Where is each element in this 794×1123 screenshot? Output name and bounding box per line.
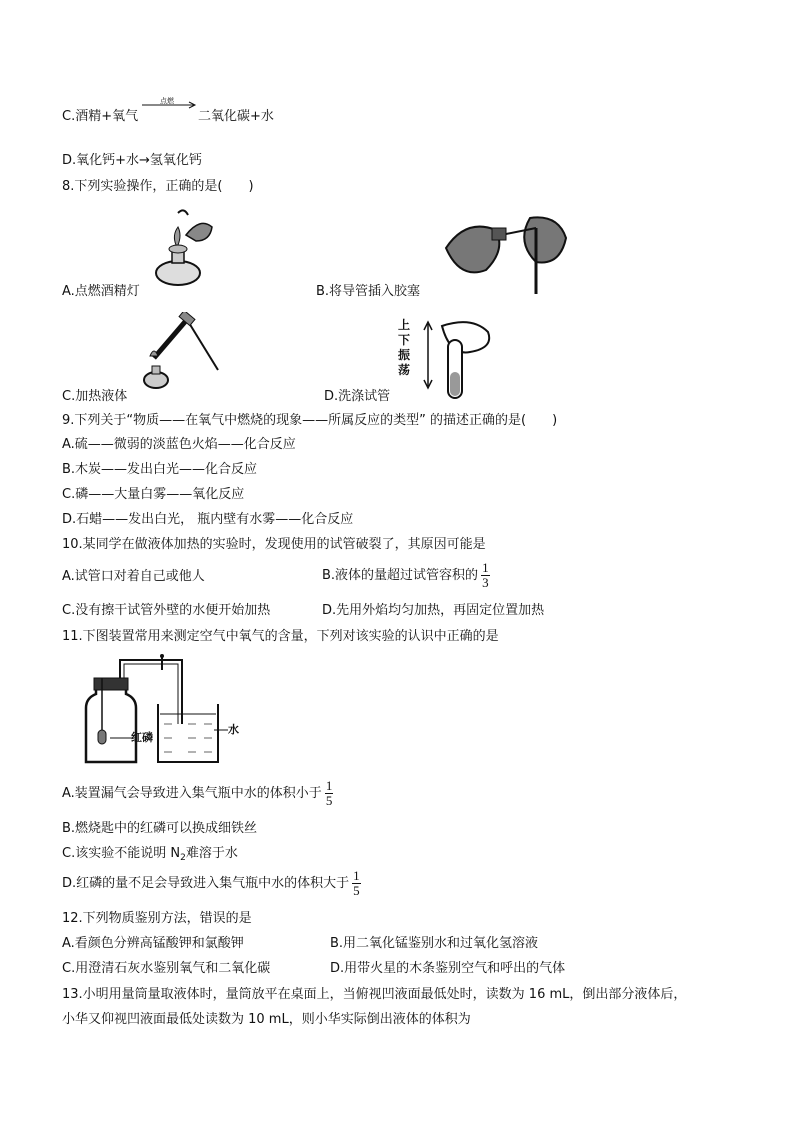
- reaction-arrow-icon: [140, 100, 198, 110]
- heating-liquid-image: [140, 312, 222, 392]
- q8-option-c: C.加热液体: [62, 389, 128, 404]
- q8-option-d: D.洗涤试管: [324, 389, 391, 404]
- q11-option-d: [62, 868, 361, 900]
- alcohol-lamp-lighting-image: [148, 205, 218, 287]
- oxygen-content-apparatus-diagram: [80, 652, 240, 770]
- q13-line-2: 小华又仰视凹液面最低处读数为 10 mL，则小华实际倒出液体的体积为: [62, 1012, 471, 1027]
- washing-tube-image: [418, 316, 494, 402]
- q11-option-d-text: D.红磷的量不足会导致进入集气瓶中水的体积大于: [62, 876, 350, 891]
- q10-stem: 10.某同学在做液体加热的实验时，发现使用的试管破裂了，其原因可能是: [62, 537, 486, 552]
- q11-option-c: C.该实验不能说明 $N_2$难溶于水: [62, 846, 238, 863]
- q12-option-b: B.用二氧化锰鉴别水和过氧化氢溶液: [330, 936, 539, 951]
- q7-option-c-right: 二氧化碳+水: [198, 109, 274, 124]
- water-label: 水: [228, 723, 239, 736]
- q12-stem: 12.下列物质鉴别方法，错误的是: [62, 911, 252, 926]
- q11-stem: 11.下图装置常用来测定空气中氧气的含量，下列对该实验的认识中正确的是: [62, 629, 499, 644]
- q12-option-a: A.看颜色分辨高锰酸钾和氯酸钾: [62, 936, 244, 951]
- q13-line-1: 13.小明用量筒量取液体时，量筒放平在桌面上，当俯视凹液面最低处时，读数为 16 mL，倒出部分液体后，: [62, 987, 687, 1002]
- fraction-one-fifth: $\frac{1}{5}$: [325, 778, 333, 808]
- fraction-one-third: $\frac{1}{3}$: [482, 560, 489, 590]
- q9-option-b: B.木炭——发出白光——化合反应: [62, 462, 258, 477]
- tube-insertion-image: [440, 208, 572, 296]
- red-phosphorus-label: 红磷: [131, 731, 153, 744]
- q11-option-b: B.燃烧匙中的红磷可以换成细铁丝: [62, 821, 258, 836]
- q8-option-b: B.将导管插入胶塞: [316, 284, 421, 299]
- fraction-one-fifth: $\frac{1}{5}$: [353, 868, 360, 898]
- q9-option-c: C.磷——大量白雾——氧化反应: [62, 487, 245, 502]
- q11-option-a-text: A.装置漏气会导致进入集气瓶中水的体积小于: [62, 786, 322, 801]
- shake-label: 上下振荡: [398, 318, 411, 377]
- q12-option-d: D.用带火星的木条鉴别空气和呼出的气体: [330, 961, 566, 976]
- q9-option-d: D.石蜡——发出白光， 瓶内壁有水雾——化合反应: [62, 512, 354, 527]
- q8-stem: 8.下列实验操作，正确的是( ): [62, 179, 254, 194]
- q7-option-c-left: C.酒精+氧气: [62, 109, 139, 124]
- q8-option-a: A.点燃酒精灯: [62, 284, 140, 299]
- q11-option-a: [62, 778, 333, 810]
- q10-option-a: A.试管口对着自己或他人: [62, 569, 205, 584]
- q10-option-d: D.先用外焰均匀加热，再固定位置加热: [322, 603, 545, 618]
- q9-option-a: A.硫——微弱的淡蓝色火焰——化合反应: [62, 437, 296, 452]
- q7-reaction-condition: 点燃: [160, 97, 174, 105]
- q7-option-d: D.氧化钙+水→氢氧化钙: [62, 153, 202, 168]
- q10-option-c: C.没有擦干试管外壁的水便开始加热: [62, 603, 271, 618]
- q10-option-b: [322, 560, 490, 592]
- q9-stem: 9.下列关于“物质——在氧气中燃烧的现象——所属反应的类型” 的描述正确的是( ): [62, 413, 558, 428]
- q12-option-c: C.用澄清石灰水鉴别氧气和二氧化碳: [62, 961, 271, 976]
- q10-option-b-text: B.液体的量超过试管容积的: [322, 568, 479, 583]
